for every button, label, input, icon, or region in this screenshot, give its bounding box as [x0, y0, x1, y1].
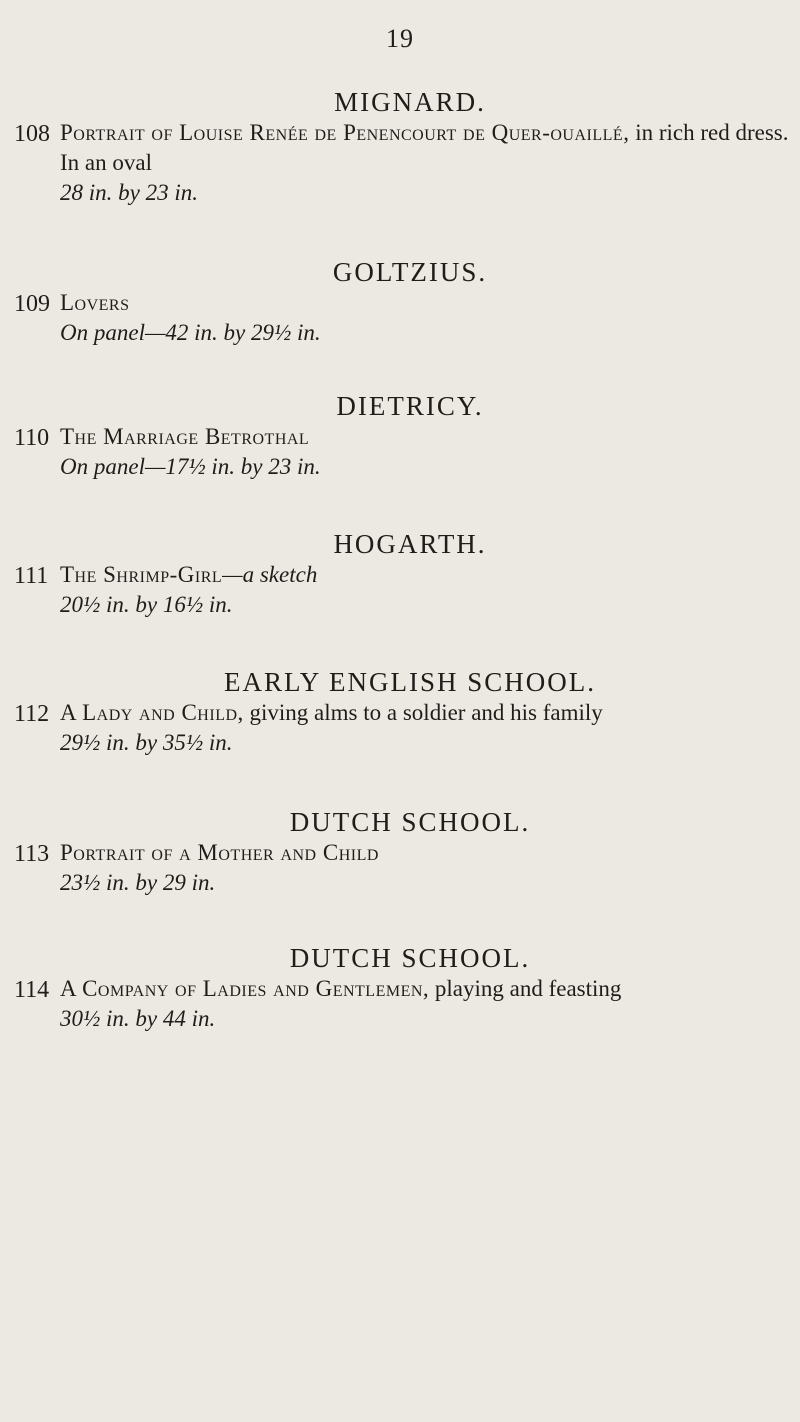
catalogue-entry [0, 942, 800, 1034]
artist-heading: MIGNARD. [334, 87, 486, 117]
lot-number: 112 [14, 701, 50, 727]
lot-number: 110 [14, 425, 50, 451]
lot-number: 113 [14, 841, 50, 867]
lot-title: Portrait of Louise Renée de Penencourt de Quer-ouaillé, [60, 120, 630, 145]
lot-description: —a sketch [222, 562, 318, 587]
lot-number: 108 [14, 121, 50, 147]
lot-title: A Company of Ladies and Gentlemen, [60, 976, 430, 1001]
lot-number: 109 [14, 291, 50, 317]
lot-number: 114 [14, 977, 50, 1003]
page-number: 19 [386, 24, 414, 53]
lot-dimensions: 30½ in. by 44 in. [60, 1006, 216, 1031]
lot-dimensions: 29½ in. by 35½ in. [60, 730, 233, 755]
lot-description: playing and feasting [434, 976, 622, 1001]
artist-heading: GOLTZIUS. [332, 257, 488, 287]
lot-dimensions: 23½ in. by 29 in. [60, 870, 216, 895]
artist-heading: DUTCH SCHOOL. [289, 807, 531, 837]
lot-dimensions: On panel—42 in. by 29½ in. [60, 320, 321, 345]
lot-dimensions: On panel—17½ in. by 23 in. [60, 454, 321, 479]
catalogue-entry [0, 86, 800, 208]
artist-heading: DIETRICY. [336, 391, 484, 421]
catalogue-entry [0, 806, 800, 898]
artist-heading: HOGARTH. [333, 529, 487, 559]
lot-dimensions: 20½ in. by 16½ in. [60, 592, 233, 617]
lot-title: Portrait of a Mother and Child [60, 840, 379, 865]
lot-description: in rich red dress. In an oval [60, 120, 789, 175]
artist-heading: DUTCH SCHOOL. [289, 943, 531, 973]
lot-title: The Shrimp-Girl [60, 562, 223, 587]
artist-heading: EARLY ENGLISH SCHOOL. [223, 667, 597, 697]
catalogue-entry [0, 528, 800, 620]
lot-dimensions: 28 in. by 23 in. [60, 180, 198, 205]
catalogue-entry [0, 390, 800, 482]
catalogue-entry [0, 256, 800, 348]
catalogue-entry [0, 666, 800, 758]
lot-number: 111 [14, 563, 49, 589]
lot-description: giving alms to a soldier and his family [249, 700, 603, 725]
lot-title: Lovers [60, 290, 130, 315]
lot-title: The Marriage Betrothal [60, 424, 310, 449]
lot-title: A Lady and Child, [60, 700, 244, 725]
